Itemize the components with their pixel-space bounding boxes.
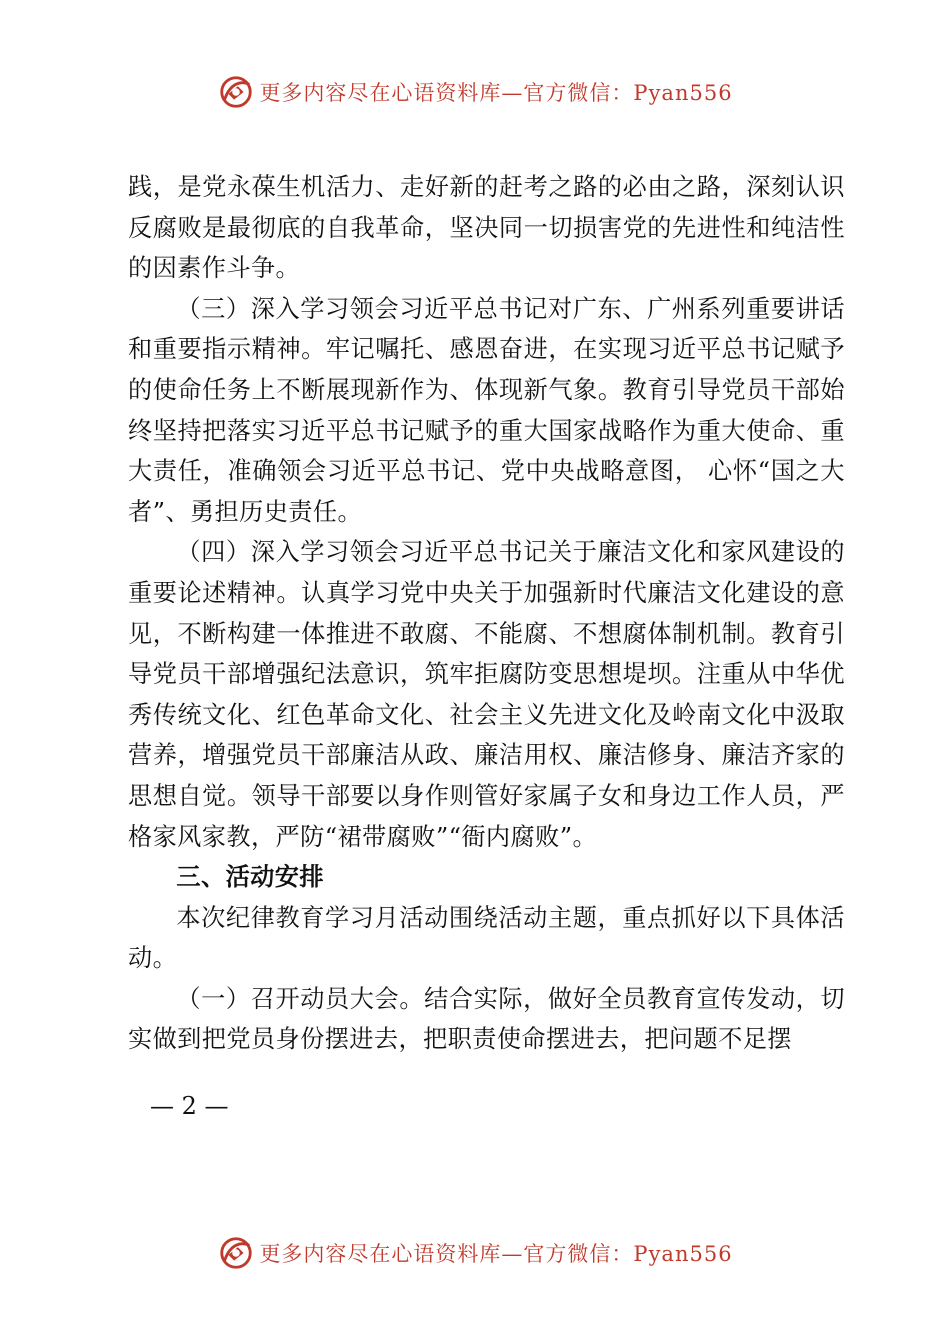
section-heading: 三、活动安排 (176, 863, 324, 892)
logo-icon (217, 1234, 255, 1272)
header-banner (0, 72, 950, 112)
page-number: — 2 — (150, 1092, 229, 1120)
paragraph: （四）深入学习领会习近平总书记关于廉洁文化和家风建设的重要论述精神。认真学习党中央关于加强新时代廉洁文化建设的意见，不断构建一体推进不敢腐、不能腐、不想腐体制机制。教育引导党员干部增强纪法意识，筑牢拒腐防变思想堤坝。注重从中华优秀传统文化、红色革命文化、社会主义先进文化及岭南文化中汲取营养，增强党员干部廉洁从政、廉洁用权、廉洁修身、廉洁齐家的思想自觉。领导干部要以身作则管好家属子女和身边工作人员，严格家风家教，严防“裙带腐败”“衙内腐败”。 (128, 538, 845, 851)
logo-icon (217, 73, 255, 111)
banner-text: 更多内容尽在心语资料库—官方微信：Pyan556 (259, 1242, 733, 1266)
paragraph: 践，是党永葆生机活力、走好新的赶考之路的必由之路，深刻认识反腐败是最彻底的自我革命，坚决同一切损害党的先进性和纯洁性的因素作斗争。 (128, 173, 845, 283)
document-body (128, 167, 845, 1060)
paragraph: （一）召开动员大会。结合实际，做好全员教育宣传发动，切实做到把党员身份摆进去，把职责使命摆进去，把问题不足摆 (128, 984, 845, 1054)
banner-text: 更多内容尽在心语资料库—官方微信：Pyan556 (259, 81, 733, 105)
footer-banner (0, 1233, 950, 1273)
paragraph: 本次纪律教育学习月活动围绕活动主题，重点抓好以下具体活动。 (128, 903, 845, 973)
paragraph: （三）深入学习领会习近平总书记对广东、广州系列重要讲话和重要指示精神。牢记嘱托、感恩奋进，在实现习近平总书记赋予的使命任务上不断展现新作为、体现新气象。教育引导党员干部始终坚持把落实习近平总书记赋予的重大国家战略作为重大使命、重大责任，准确领会习近平总书记、党中央战略意图， 心怀“国之大者”、勇担历史责任。 (128, 294, 845, 526)
